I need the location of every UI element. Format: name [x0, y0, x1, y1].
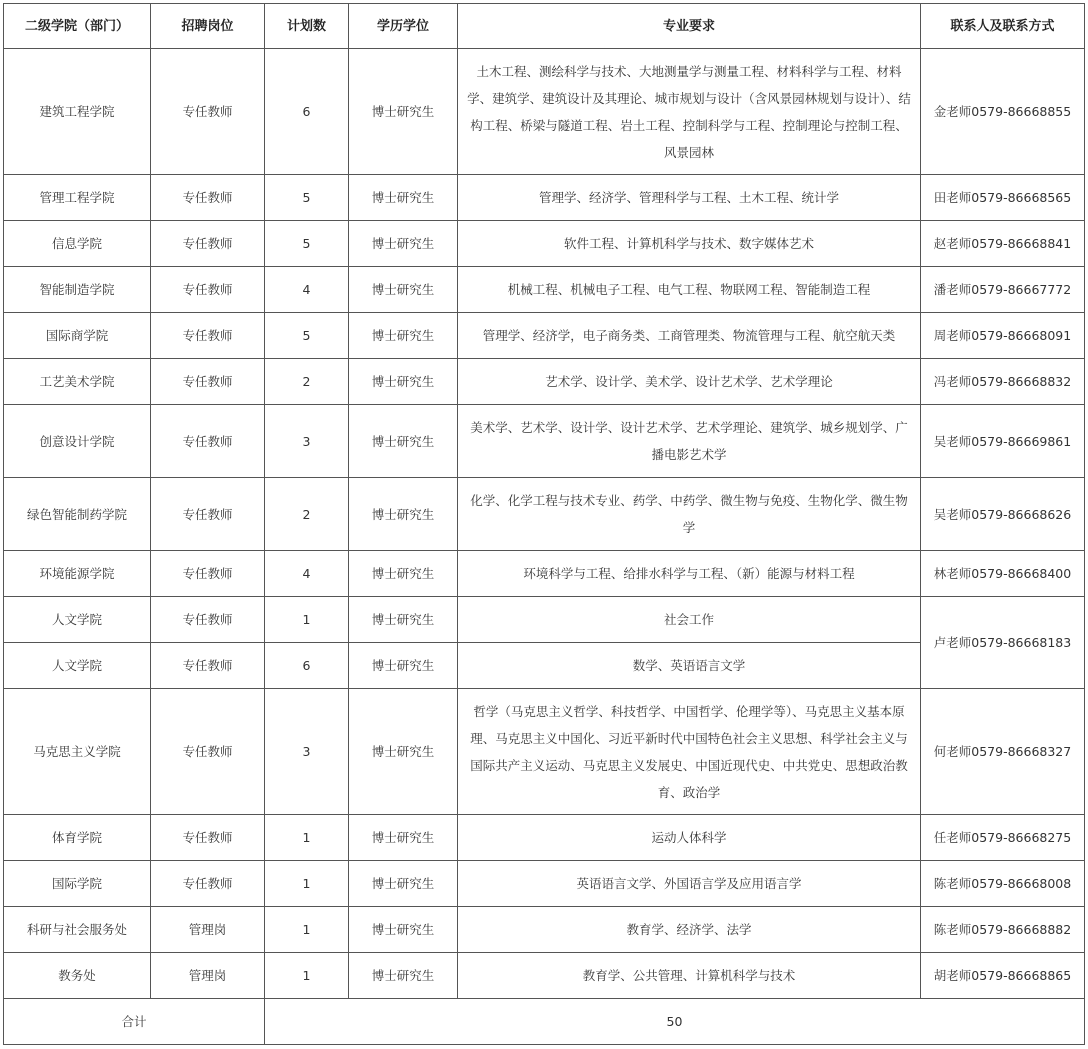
- cell-contact: 陈老师0579-86668008: [921, 861, 1085, 907]
- cell-post: 管理岗: [151, 907, 265, 953]
- cell-major: 管理学、经济学，电子商务类、工商管理类、物流管理与工程、航空航天类: [458, 313, 921, 359]
- cell-major: 数学、英语语言文学: [458, 643, 921, 689]
- cell-dept: 科研与社会服务处: [4, 907, 151, 953]
- header-row: [4, 4, 1085, 49]
- cell-num: 3: [265, 689, 349, 815]
- cell-contact: 田老师0579-86668565: [921, 175, 1085, 221]
- cell-degree: 博士研究生: [349, 643, 458, 689]
- table-row: [4, 597, 1085, 643]
- cell-post: 专任教师: [151, 597, 265, 643]
- cell-dept: 教务处: [4, 953, 151, 999]
- cell-num: 1: [265, 953, 349, 999]
- cell-num: 1: [265, 861, 349, 907]
- cell-contact: 金老师0579-86668855: [921, 49, 1085, 175]
- cell-num: 5: [265, 175, 349, 221]
- cell-num: 6: [265, 643, 349, 689]
- cell-degree: 博士研究生: [349, 175, 458, 221]
- header-major: 专业要求: [458, 4, 921, 49]
- table-row: [4, 861, 1085, 907]
- cell-degree: 博士研究生: [349, 478, 458, 551]
- cell-post: 专任教师: [151, 643, 265, 689]
- cell-num: 4: [265, 267, 349, 313]
- header-num: 计划数: [265, 4, 349, 49]
- cell-post: 专任教师: [151, 689, 265, 815]
- cell-num: 1: [265, 815, 349, 861]
- cell-post: 专任教师: [151, 815, 265, 861]
- cell-num: 4: [265, 551, 349, 597]
- cell-degree: 博士研究生: [349, 551, 458, 597]
- cell-major: 化学、化学工程与技术专业、药学、中药学、微生物与免疫、生物化学、微生物学: [458, 478, 921, 551]
- cell-num: 2: [265, 359, 349, 405]
- cell-contact: 吴老师0579-86668626: [921, 478, 1085, 551]
- cell-contact: 任老师0579-86668275: [921, 815, 1085, 861]
- cell-degree: 博士研究生: [349, 359, 458, 405]
- cell-num: 2: [265, 478, 349, 551]
- total-value: 50: [265, 999, 1085, 1045]
- cell-major: 软件工程、计算机科学与技术、数字媒体艺术: [458, 221, 921, 267]
- cell-major: 艺术学、设计学、美术学、设计艺术学、艺术学理论: [458, 359, 921, 405]
- cell-dept: 工艺美术学院: [4, 359, 151, 405]
- cell-dept: 马克思主义学院: [4, 689, 151, 815]
- header-dept: 二级学院（部门）: [4, 4, 151, 49]
- header-contact: 联系人及联系方式: [921, 4, 1085, 49]
- cell-contact: 林老师0579-86668400: [921, 551, 1085, 597]
- cell-major: 环境科学与工程、给排水科学与工程、（新）能源与材料工程: [458, 551, 921, 597]
- cell-major: 运动人体科学: [458, 815, 921, 861]
- cell-major: 土木工程、测绘科学与技术、大地测量学与测量工程、材料科学与工程、材料学、建筑学、建筑设计及其理论、城市规划与设计（含风景园林规划与设计）、结构工程、桥梁与隧道工程、岩土工程、控制科学与工程、控制理论与控制工程、风景园林: [458, 49, 921, 175]
- cell-degree: 博士研究生: [349, 49, 458, 175]
- table-row: [4, 551, 1085, 597]
- cell-post: 管理岗: [151, 953, 265, 999]
- cell-major: 社会工作: [458, 597, 921, 643]
- cell-dept: 创意设计学院: [4, 405, 151, 478]
- cell-degree: 博士研究生: [349, 405, 458, 478]
- cell-post: 专任教师: [151, 405, 265, 478]
- cell-dept: 绿色智能制药学院: [4, 478, 151, 551]
- cell-post: 专任教师: [151, 551, 265, 597]
- cell-post: 专任教师: [151, 478, 265, 551]
- cell-contact: 何老师0579-86668327: [921, 689, 1085, 815]
- cell-contact: 赵老师0579-86668841: [921, 221, 1085, 267]
- cell-dept: 智能制造学院: [4, 267, 151, 313]
- cell-dept: 国际商学院: [4, 313, 151, 359]
- table-row: [4, 175, 1085, 221]
- table-row: [4, 221, 1085, 267]
- cell-degree: 博士研究生: [349, 597, 458, 643]
- cell-post: 专任教师: [151, 267, 265, 313]
- table-row: [4, 907, 1085, 953]
- cell-degree: 博士研究生: [349, 313, 458, 359]
- cell-num: 6: [265, 49, 349, 175]
- table-row: [4, 689, 1085, 815]
- cell-dept: 管理工程学院: [4, 175, 151, 221]
- cell-num: 3: [265, 405, 349, 478]
- cell-dept: 体育学院: [4, 815, 151, 861]
- cell-degree: 博士研究生: [349, 953, 458, 999]
- cell-dept: 环境能源学院: [4, 551, 151, 597]
- cell-major: 美术学、艺术学、设计学、设计艺术学、艺术学理论、建筑学、城乡规划学、广播电影艺术学: [458, 405, 921, 478]
- table-row: [4, 478, 1085, 551]
- cell-contact: 胡老师0579-86668865: [921, 953, 1085, 999]
- cell-major: 教育学、公共管理、计算机科学与技术: [458, 953, 921, 999]
- cell-post: 专任教师: [151, 175, 265, 221]
- table-row: [4, 405, 1085, 478]
- cell-contact: 吴老师0579-86669861: [921, 405, 1085, 478]
- cell-major: 哲学（马克思主义哲学、科技哲学、中国哲学、伦理学等）、马克思主义基本原理、马克思主义中国化、习近平新时代中国特色社会主义思想、科学社会主义与国际共产主义运动、马克思主义发展史、中国近现代史、中共党史、思想政治教育、政治学: [458, 689, 921, 815]
- header-degree: 学历学位: [349, 4, 458, 49]
- recruitment-table: [3, 3, 1085, 1045]
- cell-major: 教育学、经济学、法学: [458, 907, 921, 953]
- cell-num: 1: [265, 907, 349, 953]
- cell-degree: 博士研究生: [349, 221, 458, 267]
- cell-contact: 周老师0579-86668091: [921, 313, 1085, 359]
- table-row: [4, 359, 1085, 405]
- table-row: [4, 267, 1085, 313]
- cell-degree: 博士研究生: [349, 689, 458, 815]
- table-row: [4, 313, 1085, 359]
- cell-degree: 博士研究生: [349, 907, 458, 953]
- cell-dept: 建筑工程学院: [4, 49, 151, 175]
- cell-num: 5: [265, 313, 349, 359]
- cell-major: 英语语言文学、外国语言学及应用语言学: [458, 861, 921, 907]
- cell-post: 专任教师: [151, 49, 265, 175]
- cell-major: 机械工程、机械电子工程、电气工程、物联网工程、智能制造工程: [458, 267, 921, 313]
- total-label: 合计: [4, 999, 265, 1045]
- cell-contact: 潘老师0579-86667772: [921, 267, 1085, 313]
- cell-post: 专任教师: [151, 359, 265, 405]
- cell-dept: 人文学院: [4, 597, 151, 643]
- cell-dept: 人文学院: [4, 643, 151, 689]
- cell-contact: 冯老师0579-86668832: [921, 359, 1085, 405]
- cell-dept: 信息学院: [4, 221, 151, 267]
- header-post: 招聘岗位: [151, 4, 265, 49]
- cell-degree: 博士研究生: [349, 815, 458, 861]
- cell-dept: 国际学院: [4, 861, 151, 907]
- cell-post: 专任教师: [151, 221, 265, 267]
- cell-contact: 卢老师0579-86668183: [921, 597, 1085, 689]
- cell-num: 1: [265, 597, 349, 643]
- total-row: [4, 999, 1085, 1045]
- cell-post: 专任教师: [151, 861, 265, 907]
- cell-degree: 博士研究生: [349, 861, 458, 907]
- table-row: [4, 49, 1085, 175]
- cell-contact: 陈老师0579-86668882: [921, 907, 1085, 953]
- cell-num: 5: [265, 221, 349, 267]
- table-row: [4, 953, 1085, 999]
- table-row: [4, 815, 1085, 861]
- cell-post: 专任教师: [151, 313, 265, 359]
- cell-major: 管理学、经济学、管理科学与工程、土木工程、统计学: [458, 175, 921, 221]
- cell-degree: 博士研究生: [349, 267, 458, 313]
